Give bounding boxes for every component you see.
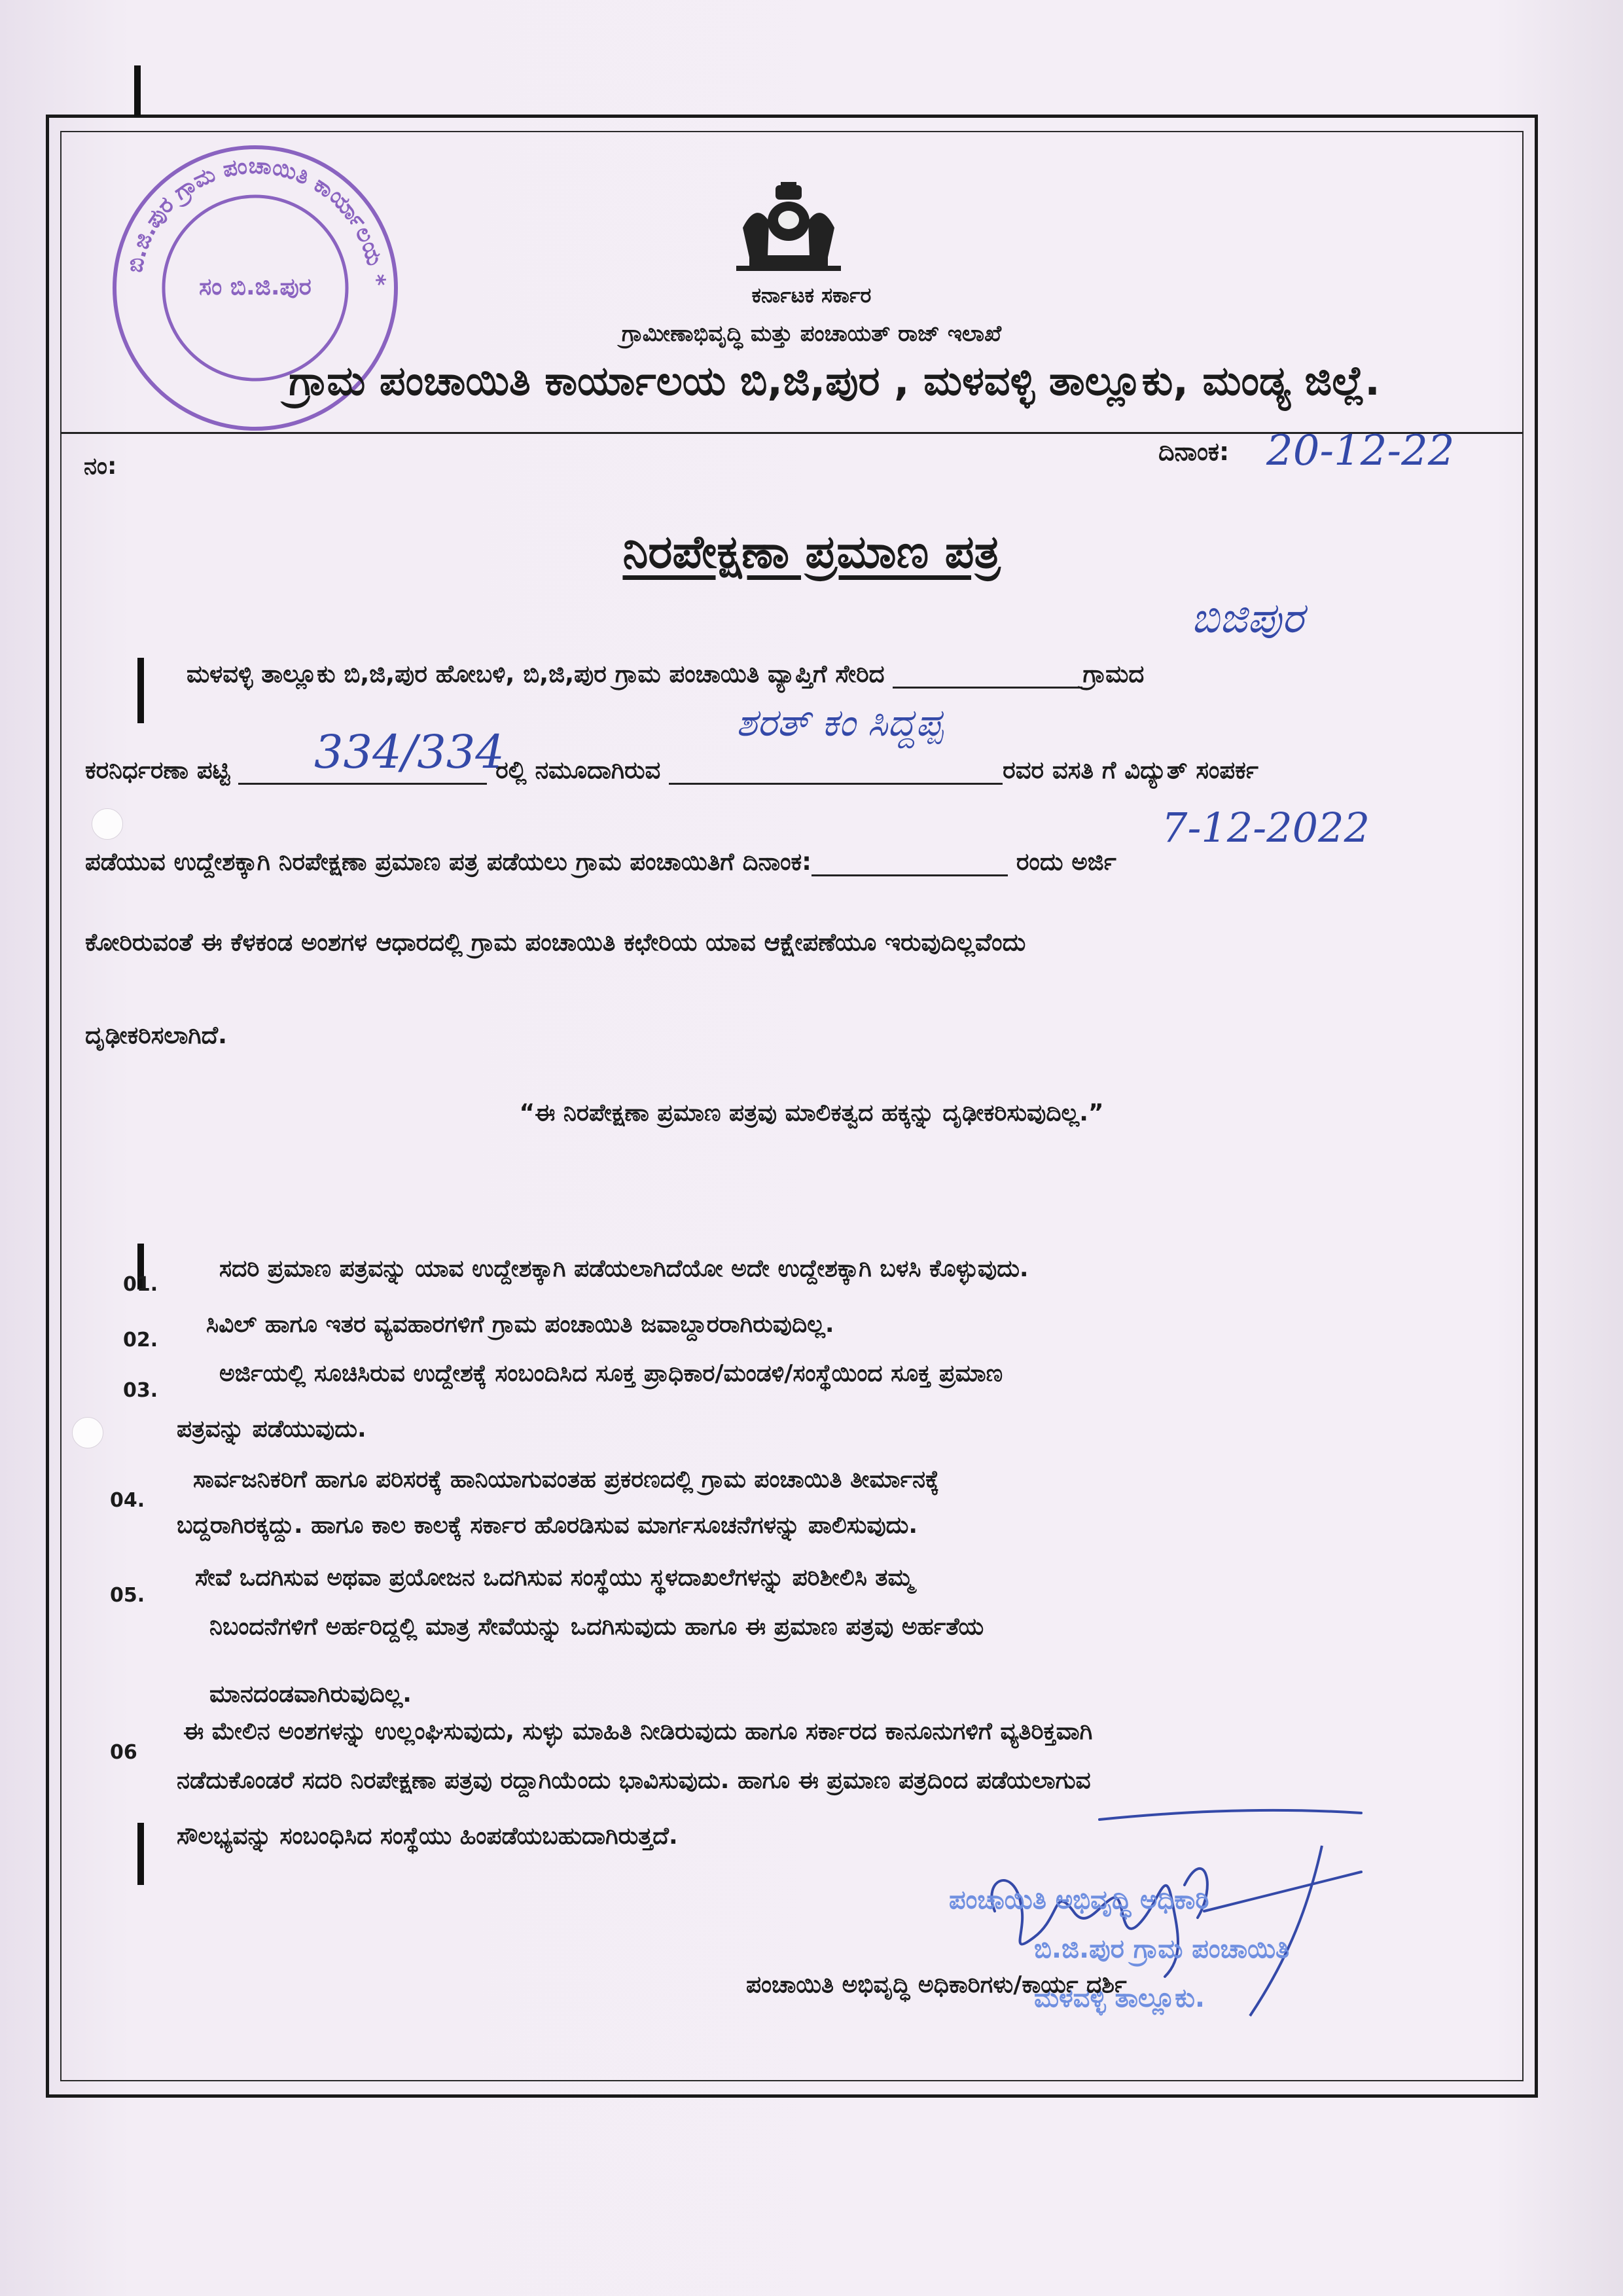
condition-5-line-2: ನಿಬಂದನೆಗಳಿಗೆ ಅರ್ಹರಿದ್ದಲ್ಲಿ ಮಾತ್ರ ಸೇವೆಯನ್ನು ಒದಗಿಸುವುದು ಹಾಗೂ ಈ ಪ್ರಮಾಣ ಪತ್ರವು ಅರ್ಹತೆಯ xyxy=(209,1613,984,1640)
condition-2: ಸಿವಿಲ್ ಹಾಗೂ ಇತರ ವ್ಯವಹಾರಗಳಿಗೆ ಗ್ರಾಮ ಪಂಚಾಯಿತಿ ಜವಾಬ್ದಾರರಾಗಿರುವುದಿಲ್ಲ. xyxy=(206,1311,834,1338)
condition-5-line-3: ಮಾನದಂಡವಾಗಿರುವುದಿಲ್ಲ. xyxy=(209,1681,412,1708)
body-line-3 xyxy=(85,848,1116,876)
scan-mark xyxy=(137,658,144,723)
condition-3-line-1: ಅರ್ಜಿಯಲ್ಲಿ ಸೂಚಿಸಿರುವ ಉದ್ದೇಶಕ್ಕೆ ಸಂಬಂದಿಸಿದ ಸೂಕ್ತ ಪ್ರಾಧಿಕಾರ/ಮಂಡಳಿ/ಸಂಸ್ಥೆಯಿಂದ ಸೂಕ್ತ ಪ್ರಮಾಣ xyxy=(219,1360,1003,1387)
body-line-2 xyxy=(85,756,1258,785)
government-name: ಕರ್ನಾಟಕ ಸರ್ಕಾರ xyxy=(751,283,872,308)
condition-6-line-3: ಸೌಲಭ್ಯವನ್ನು ಸಂಬಂಧಿಸಿದ ಸಂಸ್ಥೆಯು ಹಿಂಪಡೆಯಬಹುದಾಗಿರುತ್ತದೆ. xyxy=(177,1823,678,1850)
condition-number: 02. xyxy=(123,1329,158,1352)
body-line-1 xyxy=(187,660,1144,689)
officer-stamp-line-1: ಪಂಚಾಯಿತಿ ಅಭಿವೃದ್ಧಿ ಅಧಿಕಾರಿ xyxy=(949,1885,1209,1915)
karnataka-emblem-icon xyxy=(730,182,847,274)
body-line-2-mid: ರಲ್ಲಿ ನಮೂದಾಗಿರುವ xyxy=(495,756,661,784)
condition-number: 05. xyxy=(110,1584,145,1607)
svg-text:ಸಂ ಬಿ.ಜಿ.ಪುರ: ಸಂ ಬಿ.ಜಿ.ಪುರ xyxy=(199,274,312,300)
handwritten-date: 20-12-22 xyxy=(1266,427,1455,475)
officer-stamp-line-3: ಮಳವಳ್ಳಿ ತಾಲ್ಲೂಕು. xyxy=(1034,1983,1205,2013)
scan-mark xyxy=(137,1823,144,1885)
condition-5-line-1: ಸೇವೆ ಒದಗಿಸುವ ಅಥವಾ ಪ್ರಯೋಜನ ಒದಗಿಸುವ ಸಂಸ್ಥೆಯು ಸ್ಥಳದಾಖಲೆಗಳನ್ನು ಪರಿಶೀಲಿಸಿ ತಮ್ಮ xyxy=(195,1564,914,1591)
disclaimer-quote: “ಈ ನಿರಪೇಕ್ಷಣಾ ಪ್ರಮಾಣ ಪತ್ರವು ಮಾಲಿಕತ್ವದ ಹಕ್ಕನ್ನು ದೃಢೀಕರಿಸುವುದಿಲ್ಲ.” xyxy=(519,1100,1104,1126)
date-label: ದಿನಾಂಕ: xyxy=(1158,437,1230,466)
condition-6-line-1: ಈ ಮೇಲಿನ ಅಂಶಗಳನ್ನು ಉಲ್ಲಂಘಿಸುವುದು, ಸುಳ್ಳು ಮಾಹಿತಿ ನೀಡಿರುವುದು ಹಾಗೂ ಸರ್ಕಾರದ ಕಾನೂನುಗಳಿಗೆ ವ್ಯತಿರಿಕ್ತವಾಗಿ xyxy=(183,1718,1093,1745)
signatory-designation: ಪಂಚಾಯಿತಿ ಅಭಿವೃದ್ಧಿ ಅಧಿಕಾರಿಗಳು/ಕಾರ್ಯ ದರ್ಶಿ xyxy=(746,1971,1127,1998)
condition-1: ಸದರಿ ಪ್ರಮಾಣ ಪತ್ರವನ್ನು ಯಾವ ಉದ್ದೇಶಕ್ಕಾಗಿ ಪಡೆಯಲಾಗಿದೆಯೋ ಅದೇ ಉದ್ದೇಶಕ್ಕಾಗಿ ಬಳಸಿ ಕೊಳ್ಳುವುದು. xyxy=(219,1255,1029,1282)
department-name: ಗ್ರಾಮೀಣಾಭಿವೃದ್ಧಿ ಮತ್ತು ಪಂಚಾಯತ್ ರಾಜ್ ಇಲಾಖೆ xyxy=(621,321,1002,347)
punch-hole xyxy=(72,1417,103,1448)
office-name: ಗ್ರಾಮ ಪಂಚಾಯಿತಿ ಕಾರ್ಯಾಲಯ ಬಿ,ಜಿ,ಪುರ , ಮಳವಳ್ಳಿ ತಾಲ್ಲೂಕು, ಮಂಡ್ಯ ಜಿಲ್ಲೆ. xyxy=(289,357,1380,404)
body-line-3-suffix: ರಂದು ಅರ್ಜಿ xyxy=(1016,848,1116,876)
certificate-title: ನಿರಪೇಕ್ಷಣಾ ಪ್ರಮಾಣ ಪತ್ರ xyxy=(622,525,1001,579)
condition-4-line-1: ಸಾರ್ವಜನಿಕರಿಗೆ ಹಾಗೂ ಪರಿಸರಕ್ಕೆ ಹಾನಿಯಾಗುವಂತಹ ಪ್ರಕರಣದಲ್ಲಿ ಗ್ರಾಮ ಪಂಚಾಯಿತಿ ತೀರ್ಮಾನಕ್ಕೆ xyxy=(193,1466,940,1493)
village-blank xyxy=(893,662,1082,689)
condition-number: 04. xyxy=(110,1489,145,1512)
scan-mark xyxy=(134,65,141,117)
body-line-1-text: ಮಳವಳ್ಳಿ ತಾಲ್ಲೂಕು ಬಿ,ಜಿ,ಪುರ ಹೋಬಳಿ, ಬಿ,ಜಿ,ಪುರ ಗ್ರಾಮ ಪಂಚಾಯಿತಿ ವ್ಯಾಪ್ತಿಗೆ ಸೇರಿದ xyxy=(187,660,885,688)
svg-text:ಬಿ.ಜಿ.ಪುರ ಗ್ರಾಮ ಪಂಚಾಯಿತಿ ಕಾರ್ಯ: ಬಿ.ಜಿ.ಪುರ ಗ್ರಾಮ ಪಂಚಾಯಿತಿ ಕಾರ್ಯಾಲಯ * xyxy=(121,152,391,287)
body-line-2-text: ಕರನಿರ್ಧರಣಾ ಪಟ್ಟಿ xyxy=(85,756,230,784)
officer-signature xyxy=(969,1806,1374,2055)
condition-number: 06 xyxy=(110,1741,137,1764)
handwritten-tax-number: 334/334 xyxy=(314,725,505,779)
body-line-3-text: ಪಡೆಯುವ ಉದ್ದೇಶಕ್ಕಾಗಿ ನಿರಪೇಕ್ಷಣಾ ಪ್ರಮಾಣ ಪತ್ರ ಪಡೆಯಲು ಗ್ರಾಮ ಪಂಚಾಯಿತಿಗೆ ದಿನಾಂಕ: xyxy=(85,848,812,876)
handwritten-village: ಬಿಜಿಪುರ xyxy=(1191,594,1304,643)
owner-name-blank xyxy=(669,758,1003,785)
condition-number: 01. xyxy=(123,1273,158,1296)
application-date-blank xyxy=(812,850,1008,876)
handwritten-owner-name: ಶರತ್ ಕಂ ಸಿದ್ದಪ್ಪ xyxy=(736,700,943,745)
body-line-5: ದೃಢೀಕರಿಸಲಾಗಿದೆ. xyxy=(85,1021,228,1049)
reference-number-label: ನಂ: xyxy=(84,453,117,480)
condition-number: 03. xyxy=(123,1379,158,1402)
handwritten-application-date: 7-12-2022 xyxy=(1162,804,1370,852)
body-line-4: ಕೋರಿರುವಂತೆ ಈ ಕೆಳಕಂಡ ಅಂಶಗಳ ಆಧಾರದಲ್ಲಿ ಗ್ರಾಮ ಪಂಚಾಯಿತಿ ಕಛೇರಿಯ ಯಾವ ಆಕ್ಷೇಪಣೆಯೂ ಇರುವುದಿಲ್ಲವೆಂದು xyxy=(85,928,1026,956)
body-line-1-suffix: ಗ್ರಾಮದ xyxy=(1082,660,1145,688)
condition-4-line-2: ಬದ್ದರಾಗಿರಕ್ಕದ್ದು. ಹಾಗೂ ಕಾಲ ಕಾಲಕ್ಕೆ ಸರ್ಕಾರ ಹೊರಡಿಸುವ ಮಾರ್ಗಸೂಚನೆಗಳನ್ನು ಪಾಲಿಸುವುದು. xyxy=(177,1512,918,1539)
condition-6-line-2: ನಡೆದುಕೊಂಡರೆ ಸದರಿ ನಿರಪೇಕ್ಷಣಾ ಪತ್ರವು ರದ್ದಾಗಿಯೆಂದು ಭಾವಿಸುವುದು. ಹಾಗೂ ಈ ಪ್ರಮಾಣ ಪತ್ರದಿಂದ ಪಡೆಯಲಾಗುವ xyxy=(177,1767,1091,1794)
punch-hole xyxy=(92,808,123,840)
body-line-2-suffix: ರವರ ವಸತಿ ಗೆ ವಿದ್ಯುತ್ ಸಂಪರ್ಕ xyxy=(1003,756,1258,784)
condition-3-line-2: ಪತ್ರವನ್ನು ಪಡೆಯುವುದು. xyxy=(177,1416,366,1443)
officer-stamp-line-2: ಬಿ.ಜಿ.ಪುರ ಗ್ರಾಮ ಪಂಚಾಯಿತಿ xyxy=(1034,1934,1290,1964)
